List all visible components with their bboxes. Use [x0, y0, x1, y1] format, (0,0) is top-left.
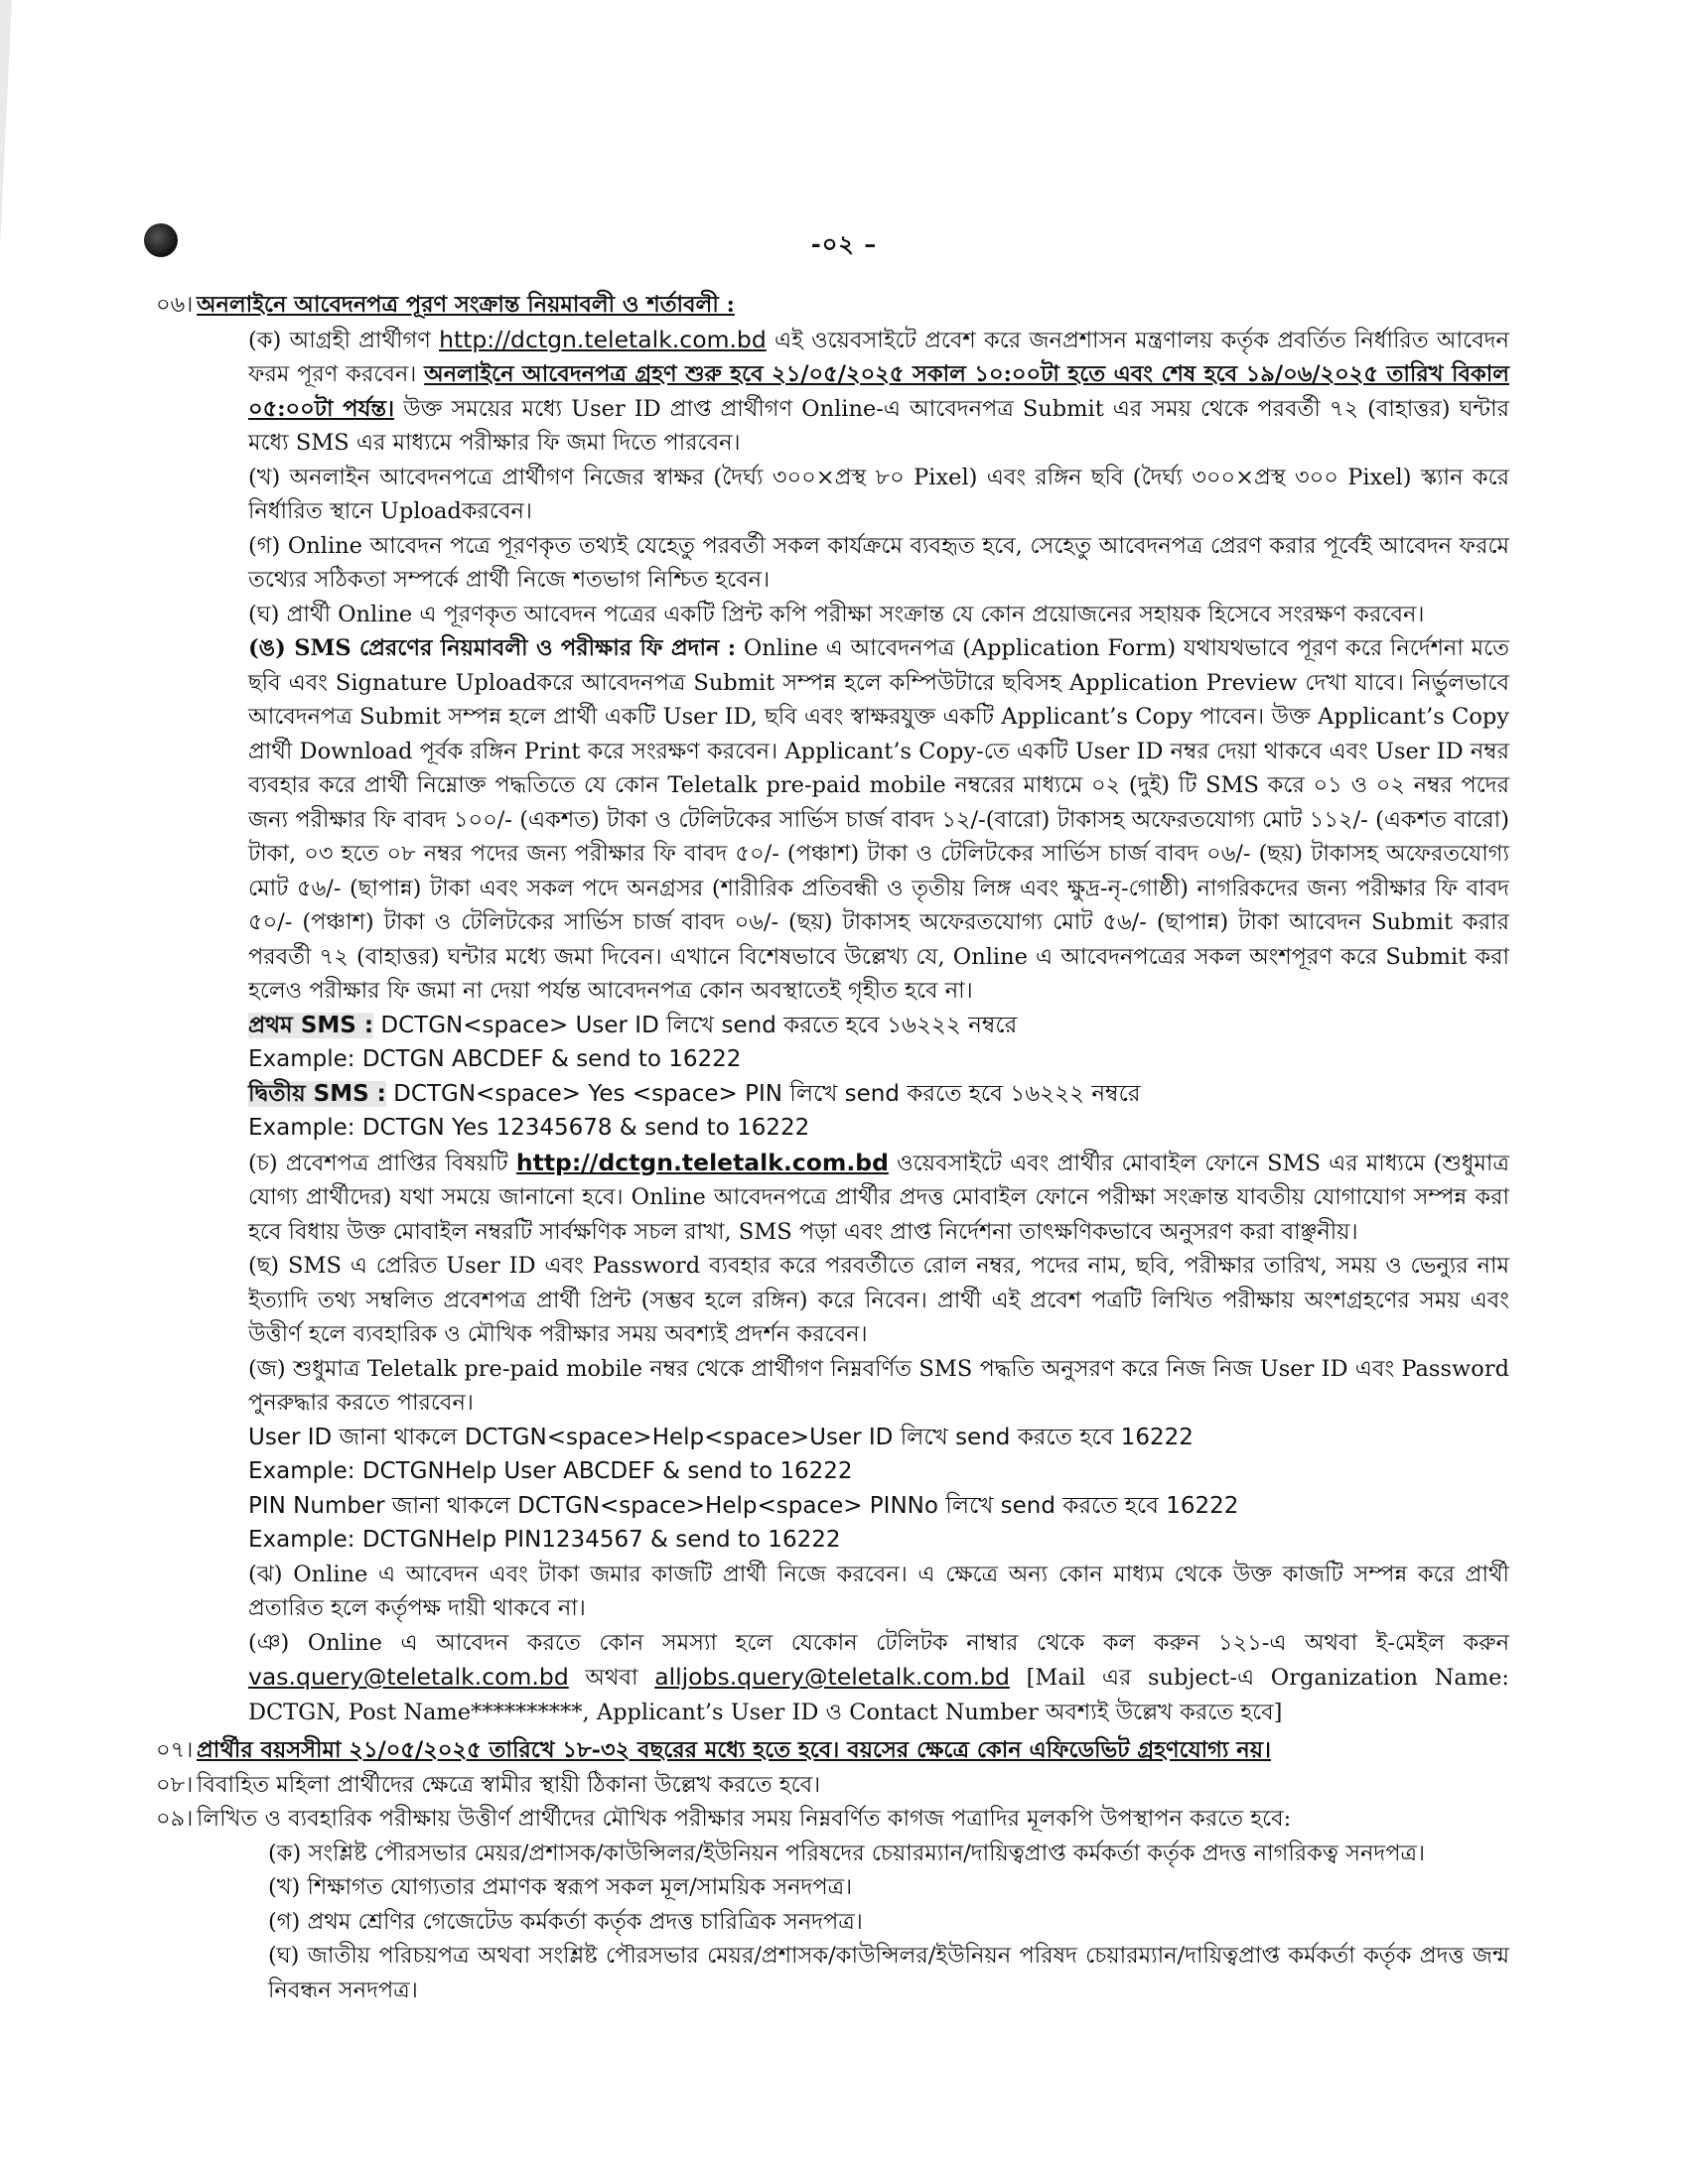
- second-sms-instruction: দ্বিতীয় SMS : DCTGN<space> Yes <space> PIN লিখে send করতে হবে ১৬২২২ নম্বরে: [248, 1080, 1141, 1107]
- section-08: [156, 1768, 1509, 1803]
- application-period: অনলাইনে আবেদনপত্র গ্রহণ শুরু হবে ২১/০৫/২০২৫ সকাল ১০:০০টা হতে এবং শেষ হবে ১৯/০৬/২০২৫ তারিখ বিকাল ০৫:০০টা পর্যন্ত।: [248, 361, 1509, 422]
- admit-card-link[interactable]: http://dctgn.teletalk.com.bd: [515, 1148, 889, 1176]
- married-women-text: বিবাহিত মহিলা প্রার্থীদের ক্ষেত্রে স্বামীর স্থায়ী ঠিকানা উল্লেখ করতে হবে।: [197, 1771, 821, 1798]
- viva-documents-text: লিখিত ও ব্যবহারিক পরীক্ষায় উত্তীর্ণ প্রার্থীদের মৌখিক পরীক্ষার সময় নিম্নবর্ণিত কাগজ পত্রাদির মূলকপি উপস্থাপন করতে হবে:: [197, 1806, 1292, 1832]
- clause-kha: (খ) অনলাইন আবেদনপত্রে প্রার্থীগণ নিজের স্বাক্ষর (দৈর্ঘ্য ৩০০×প্রস্থ ৮০ Pixel) এবং রঙ্গিন ছবি (দৈর্ঘ্য ৩০০×প্রস্থ ৩০০ Pixel) স্ক্যান করে নির্ধারিত স্থানে Uploadকরবেন।: [248, 464, 1509, 524]
- first-sms-instruction: প্রথম SMS : DCTGN<space> User ID লিখে send করতে হবে ১৬২২২ নম্বরে: [248, 1012, 1018, 1038]
- section-07: [156, 1733, 1509, 1768]
- required-documents-list: [268, 1837, 1509, 2008]
- second-sms-label: দ্বিতীয় SMS :: [248, 1080, 386, 1107]
- section-number: ০৯।: [156, 1806, 194, 1832]
- teletalk-link[interactable]: http://dctgn.teletalk.com.bd: [439, 325, 767, 353]
- list-item: (খ) শিক্ষাগত যোগ্যতার প্রমাণক স্বরূপ সকল মূল/সাময়িক সনদপত্র।: [268, 1874, 853, 1900]
- pin-recovery-instruction: PIN Number জানা থাকলে DCTGN<space>Help<space> PINNo লিখে send করতে হবে 16222: [248, 1492, 1239, 1519]
- page-number: -০২ –: [810, 229, 878, 258]
- second-sms-example: Example: DCTGN Yes 12345678 & send to 16222: [248, 1115, 810, 1141]
- clause-chha: (ছ) SMS এ প্রেরিত User ID এবং Password ব্যবহার করে পরবর্তীতে রোল নম্বর, পদের নাম, ছবি, পরীক্ষার তারিখ, সময় ও ভেন্যুর নাম ইত্যাদি তথ্য সম্বলিত প্রবেশপত্র প্রার্থী প্রিন্ট (সম্ভব হলে রঙ্গিন) করে নিবেন। প্রার্থী এই প্রবেশ পত্রটি লিখিত পরীক্ষায় অংশগ্রহণের সময় এবং উত্তীর্ণ হলে ব্যবহারিক ও মৌখিক পরীক্ষার সময় অবশ্যই প্রদর্শন করবেন।: [248, 1253, 1509, 1347]
- section-number: ০৬।: [156, 292, 194, 318]
- clause-ya: (ঞ) Online এ আবেদন করতে কোন সমস্যা হলে যেকোন টেলিটক নাম্বার থেকে কল করুন ১২১-এ অথবা ই-মেইল করুন vas.query@teletalk.com.bd অথবা alljobs.query@teletalk.com.bd [Mail এর subject-এ Organization Name: DCTGN, Post Name**********, Applicant’s User ID ও Contact Number অবশ্যই উল্লেখ করতে হবে]: [248, 1629, 1509, 1725]
- clause-cha: (চ) প্রবেশপত্র প্রাপ্তির বিষয়টি http://dctgn.teletalk.com.bd ওয়েবসাইটে এবং প্রার্থীর মোবাইল ফোনে SMS এর মাধ্যমে (শুধুমাত্র যোগ্য প্রার্থীদের) যথা সময়ে জানানো হবে। Online আবেদনপত্রে প্রার্থীর প্রদত্ত মোবাইল ফোনে পরীক্ষা সংক্রান্ত যাবতীয় যোগাযোগ সম্পন্ন করা হবে বিধায় উক্ত মোবাইল নম্বরটি সার্বক্ষণিক সচল রাখা, SMS পড়া এবং প্রাপ্ত নির্দেশনা তাৎক্ষণিকভাবে অনুসরণ করা বাঞ্ছনীয়।: [248, 1148, 1509, 1245]
- userid-recovery-instruction: User ID জানা থাকলে DCTGN<space>Help<space>User ID লিখে send করতে হবে 16222: [248, 1424, 1194, 1450]
- vas-query-email-link[interactable]: vas.query@teletalk.com.bd: [248, 1663, 569, 1691]
- section-number: ০৭।: [156, 1737, 194, 1763]
- age-limit-text: প্রার্থীর বয়সসীমা ২১/০৫/২০২৫ তারিখে ১৮-৩২ বছরের মধ্যে হতে হবে। বয়সের ক্ষেত্রে কোন এফিডেভিট গ্রহণযোগ্য নয়।: [197, 1737, 1272, 1763]
- list-item: (গ) প্রথম শ্রেণির গেজেটেড কর্মকর্তা কর্তৃক প্রদত্ত চারিত্রিক সনদপত্র।: [268, 1908, 863, 1935]
- clause-ga: (গ) Online আবেদন পত্রে পূরণকৃত তথ্যই যেহেতু পরবর্তী সকল কার্যক্রমে ব্যবহৃত হবে, সেহেতু আবেদনপত্র প্রেরণ করার পূর্বেই আবেদন ফরমে তথ্যের সঠিকতা সম্পর্কে প্রার্থী নিজে শতভাগ নিশ্চিত হবেন।: [248, 532, 1509, 593]
- clause-jha: (ঝ) Online এ আবেদন এবং টাকা জমার কাজটি প্রার্থী নিজে করবেন। এ ক্ষেত্রে অন্য কোন মাধ্যম থেকে উক্ত কাজটি সম্পন্ন করে প্রার্থী প্রতারিত হলে কর্তৃপক্ষ দায়ী থাকবে না।: [248, 1561, 1509, 1621]
- clause-gha: (ঘ) প্রার্থী Online এ পূরণকৃত আবেদন পত্রের একটি প্রিন্ট কপি পরীক্ষা সংক্রান্ত যে কোন প্রয়োজনের সহায়ক হিসেবে সংরক্ষণ করবেন।: [248, 601, 1425, 627]
- list-item: (ক) সংশ্লিষ্ট পৌরসভার মেয়র/প্রশাসক/কাউন্সিলর/ইউনিয়ন পরিষদের চেয়ারম্যান/দায়িত্বপ্রাপ্ত কর্মকর্তা কর্তৃক প্রদত্ত নাগরিকত্ব সনদপত্র।: [268, 1840, 1426, 1866]
- first-sms-example: Example: DCTGN ABCDEF & send to 16222: [248, 1046, 742, 1072]
- document-body: [156, 288, 1509, 2007]
- clause-ja: (জ) শুধুমাত্র Teletalk pre-paid mobile নম্বর থেকে প্রার্থীগণ নিম্নবর্ণিত SMS পদ্ধতি অনুসরণ করে নিজ নিজ User ID এবং Password পুনরুদ্ধার করতে পারবেন।: [248, 1355, 1509, 1416]
- section-06: [156, 288, 1509, 1729]
- list-item: (ঘ) জাতীয় পরিচয়পত্র অথবা সংশ্লিষ্ট পৌরসভার মেয়র/প্রশাসক/কাউন্সিলর/ইউনিয়ন পরিষদ চেয়ারম্যান/দায়িত্বপ্রাপ্ত কর্মকর্তা কর্তৃক প্রদত্ত জন্ম নিবন্ধন সনদপত্র।: [268, 1943, 1509, 2003]
- section-heading: অনলাইনে আবেদনপত্র পূরণ সংক্রান্ত নিয়মাবলী ও শর্তাবলী :: [197, 292, 735, 318]
- first-sms-label: প্রথম SMS :: [248, 1012, 374, 1038]
- alljobs-query-email-link[interactable]: alljobs.query@teletalk.com.bd: [654, 1663, 1010, 1691]
- sms-fee-heading: (ঙ) SMS প্রেরণের নিয়মাবলী ও পরীক্ষার ফি প্রদান :: [248, 635, 737, 661]
- page-corner-fold: [0, 0, 12, 248]
- userid-recovery-example: Example: DCTGNHelp User ABCDEF & send to 16222: [248, 1458, 853, 1484]
- clause-uma: (ঙ) SMS প্রেরণের নিয়মাবলী ও পরীক্ষার ফি প্রদান : Online এ আবেদনপত্র (Application Form) যথাযথভাবে পূরণ করে নির্দেশনা মতে ছবি এবং Signature Uploadকরে আবেদনপত্র Submit সম্পন্ন হলে কম্পিউটারে ছবিসহ Application Preview দেখা যাবে। নির্ভুলভাবে আবেদনপত্র Submit সম্পন্ন হলে প্রার্থী একটি User ID, ছবি এবং স্বাক্ষরযুক্ত একটি Applicant’s Copy পাবেন। উক্ত Applicant’s Copy প্রার্থী Download পূর্বক রঙ্গিন Print করে সংরক্ষণ করবেন। Applicant’s Copy-তে একটি User ID নম্বর দেয়া থাকবে এবং User ID নম্বর ব্যবহার করে প্রার্থী নিম্নোক্ত পদ্ধতিতে যে কোন Teletalk pre-paid mobile নম্বরের মাধ্যমে ০২ (দুই) টি SMS করে ০১ ও ০২ নম্বর পদের জন্য পরীক্ষার ফি বাবদ ১০০/- (একশত) টাকা ও টেলিটকের সার্ভিস চার্জ বাবদ ১২/-(বারো) টাকাসহ অফেরতযোগ্য মোট ১১২/- (একশত বারো) টাকা, ০৩ হতে ০৮ নম্বর পদের জন্য পরীক্ষার ফি বাবদ ৫০/- (পঞ্চাশ) টাকা ও টেলিটকের সার্ভিস চার্জ বাবদ ০৬/- (ছয়) টাকাসহ অফেরতযোগ্য মোট ৫৬/- (ছাপান্ন) টাকা এবং সকল পদে অনগ্রসর (শারীরিক প্রতিবন্ধী ও তৃতীয় লিঙ্গ এবং ক্ষুদ্র-নৃ-গোষ্ঠী) নাগরিকদের জন্য পরীক্ষার ফি বাবদ ৫০/- (পঞ্চাশ) টাকা ও টেলিটকের সার্ভিস চার্জ বাবদ ০৬/- (ছয়) টাকাসহ অফেরতযোগ্য মোট ৫৬/- (ছাপান্ন) টাকা আবেদন Submit করার পরবর্তী ৭২ (বাহাত্তর) ঘন্টার মধ্যে জমা দিবেন। এখানে বিশেষভাবে উল্লেখ্য যে, Online এ আবেদনপত্রের সকল অংশপূরণ করে Submit করা হলেও পরীক্ষার ফি জমা না দেয়া পর্যন্ত আবেদনপত্র কোন অবস্থাতেই গৃহীত হবে না।: [248, 635, 1509, 1004]
- section-09: [156, 1802, 1509, 1837]
- section-number: ০৮।: [156, 1771, 194, 1798]
- pin-recovery-example: Example: DCTGNHelp PIN1234567 & send to 16222: [248, 1527, 841, 1553]
- clause-ka: (ক) আগ্রহী প্রার্থীগণ http://dctgn.teletalk.com.bd এই ওয়েবসাইটে প্রবেশ করে জনপ্রশাসন মন্ত্রণালয় কর্তৃক প্রবর্তিত নির্ধারিত আবেদন ফরম পূরণ করবেন। অনলাইনে আবেদনপত্র গ্রহণ শুরু হবে ২১/০৫/২০২৫ সকাল ১০:০০টা হতে এবং শেষ হবে ১৯/০৬/২০২৫ তারিখ বিকাল ০৫:০০টা পর্যন্ত। উক্ত সময়ের মধ্যে User ID প্রাপ্ত প্রার্থীগণ Online-এ আবেদনপত্র Submit এর সময় থেকে পরবর্তী ৭২ (বাহাত্তর) ঘন্টার মধ্যে SMS এর মাধ্যমে পরীক্ষার ফি জমা দিতে পারবেন।: [248, 325, 1509, 456]
